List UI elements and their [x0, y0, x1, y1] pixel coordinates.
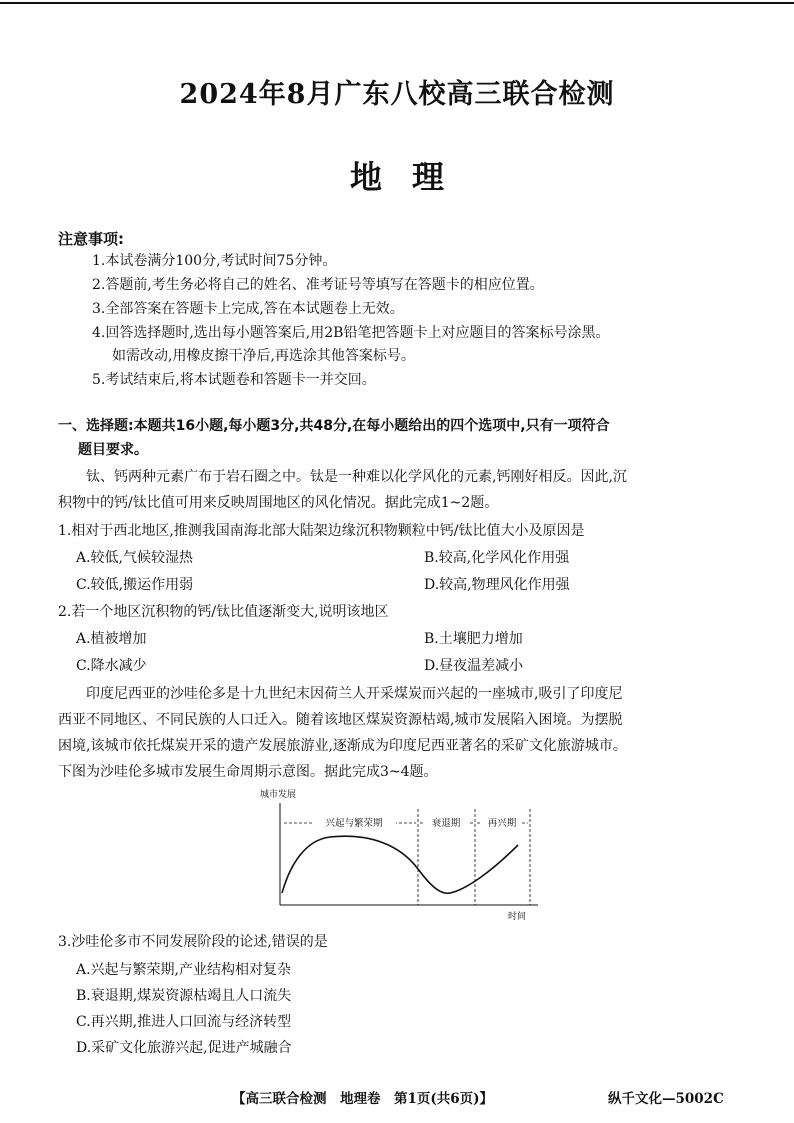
development-curve: [282, 836, 518, 893]
footer-page-info: 【高三联合检测 地理卷 第1页(共6页)】: [232, 1091, 494, 1107]
note-item: 4.回答选择题时,选出每小题答案后,用2B铅笔把答题卡上对应题目的答案标号涂黑。: [92, 325, 610, 341]
material-text: 钛、钙两种元素广布于岩石圈之中。钛是一种难以化学风化的元素,钙刚好相反。因此,沉: [86, 469, 627, 485]
q3-option-c: C.再兴期,推进人口回流与经济转型: [76, 1014, 292, 1030]
phase-label-decline: 衰退期: [431, 818, 461, 829]
q1-option-a: A.较低,气候较湿热: [76, 550, 194, 566]
q1-option-d: D.较高,物理风化作用强: [424, 577, 570, 593]
q1-option-b: B.较高,化学风化作用强: [424, 550, 570, 566]
note-item: 3.全部答案在答题卡上完成,答在本试题卷上无效。: [92, 301, 404, 317]
top-rule: [0, 2, 794, 4]
note-item: 如需改动,用橡皮擦干净后,再选涂其他答案标号。: [112, 348, 415, 364]
material-text: 积物中的钙/钛比值可用来反映周围地区的风化情况。据此完成1~2题。: [58, 495, 499, 511]
q2-option-d: D.昼夜温差减小: [424, 658, 524, 674]
section-heading-cont: 题目要求。: [78, 442, 148, 458]
phase-label-rise: 兴起与繁荣期: [325, 818, 383, 829]
note-item: 5.考试结束后,将本试题卷和答题卡一并交回。: [92, 372, 376, 388]
x-axis-label: 时间: [508, 912, 527, 922]
question-stem-3: 3.沙哇伦多市不同发展阶段的论述,错误的是: [58, 934, 328, 950]
q2-option-c: C.降水减少: [76, 658, 147, 674]
material-text: 西亚不同地区、不同民族的人口迁入。随着该地区煤炭资源枯竭,城市发展陷入困境。为摆脱: [58, 712, 623, 728]
q3-option-d: D.采矿文化旅游兴起,促进产城融合: [76, 1040, 292, 1056]
question-stem-2: 2.若一个地区沉积物的钙/钛比值逐渐变大,说明该地区: [58, 604, 389, 620]
q3-option-a: A.兴起与繁荣期,产业结构相对复杂: [76, 962, 292, 978]
exam-title: 2024年8月广东八校高三联合检测: [179, 79, 615, 110]
note-item: 1.本试卷满分100分,考试时间75分钟。: [92, 253, 337, 269]
q2-option-a: A.植被增加: [76, 631, 147, 647]
notes-heading: 注意事项:: [58, 230, 124, 248]
material-text: 下图为沙哇伦多城市发展生命周期示意图。据此完成3~4题。: [58, 764, 438, 780]
material-text: 印度尼西亚的沙哇伦多是十九世纪末因荷兰人开采煤炭而兴起的一座城市,吸引了印度尼: [86, 686, 623, 702]
subject-title: 地理: [349, 158, 474, 196]
note-item: 2.答题前,考生务必将自己的姓名、准考证号等填写在答题卡的相应位置。: [92, 277, 544, 293]
q1-option-c: C.较低,搬运作用弱: [76, 577, 194, 593]
question-stem-1: 1.相对于西北地区,推测我国南海北部大陆架边缘沉积物颗粒中钙/钛比值大小及原因是: [58, 523, 585, 539]
section-heading: 一、选择题:本题共16小题,每小题3分,共48分,在每小题给出的四个选项中,只有一项符合: [58, 418, 610, 434]
material-text: 困境,该城市依托煤炭开采的遗产发展旅游业,逐渐成为印度尼西亚著名的采矿文化旅游城市。: [58, 738, 627, 754]
y-axis-label: 城市发展: [260, 790, 297, 800]
footer-code: 纵千文化—5002C: [608, 1091, 724, 1107]
q3-option-b: B.衰退期,煤炭资源枯竭且人口流失: [76, 988, 292, 1004]
q2-option-b: B.土壤肥力增加: [424, 631, 523, 647]
phase-label-revival: 再兴期: [487, 818, 517, 829]
city-lifecycle-chart: [250, 785, 550, 925]
